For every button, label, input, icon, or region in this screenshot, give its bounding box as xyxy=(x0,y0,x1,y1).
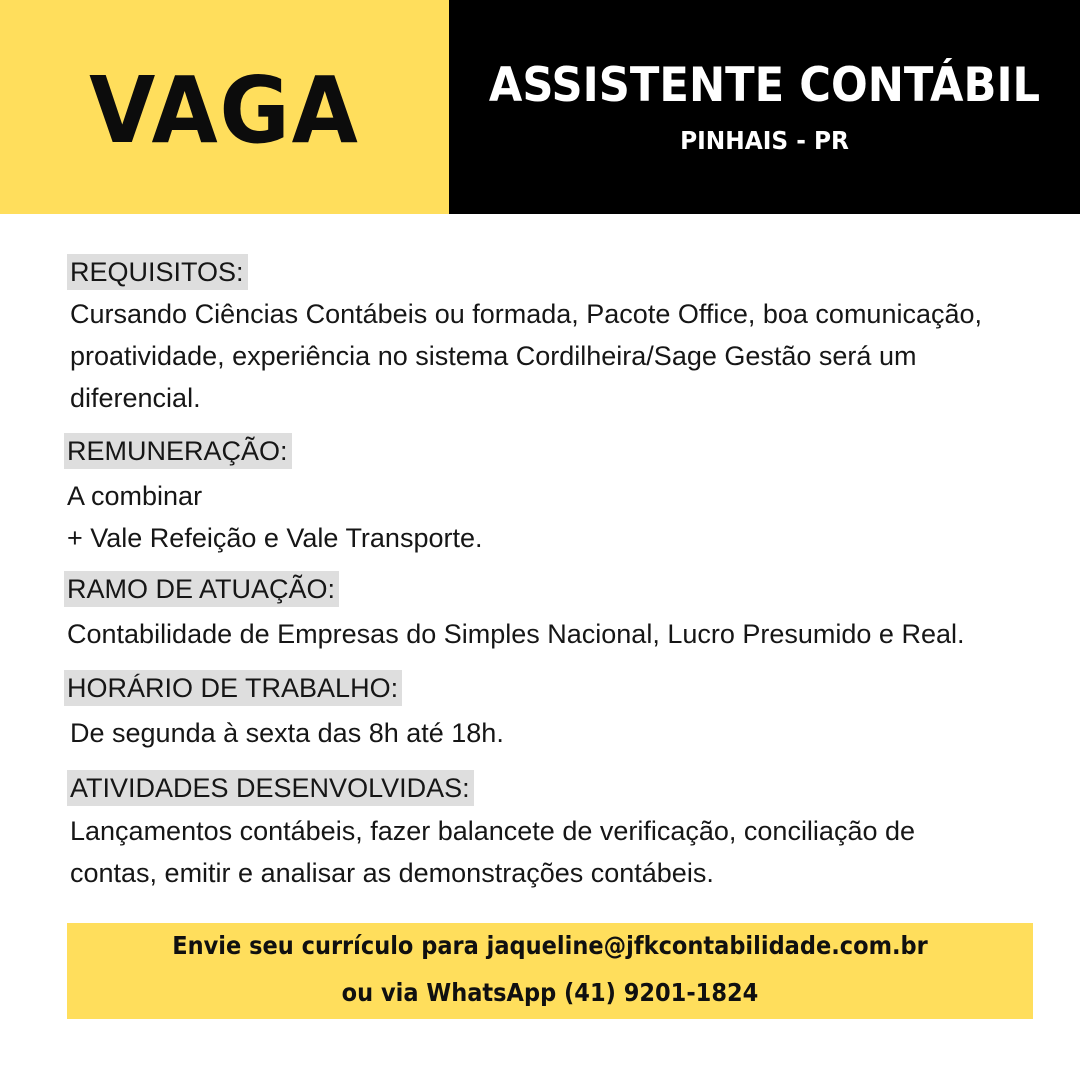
header-vaga-panel xyxy=(0,0,449,214)
job-location: PINHAIS - PR xyxy=(680,126,849,155)
requisitos-line-3: diferencial. xyxy=(70,383,201,413)
remuneracao-line-2: + Vale Refeição e Vale Transporte. xyxy=(67,523,483,553)
ramo-line-1: Contabilidade de Empresas do Simples Nacional, Lucro Presumido e Real. xyxy=(67,619,965,649)
remuneracao-line-1: A combinar xyxy=(67,481,203,511)
job-title: ASSISTENTE CONTÁBIL xyxy=(488,58,1041,113)
requisitos-line-2: proatividade, experiência no sistema Cordilheira/Sage Gestão será um xyxy=(70,341,917,371)
horario-line-1: De segunda à sexta das 8h até 18h. xyxy=(70,718,504,748)
atividades-line-2: contas, emitir e analisar as demonstrações contábeis. xyxy=(70,858,714,888)
remuneracao-label: REMUNERAÇÃO: xyxy=(64,433,292,469)
horario-label: HORÁRIO DE TRABALHO: xyxy=(64,670,402,706)
atividades-line-1: Lançamentos contábeis, fazer balancete de verificação, conciliação de xyxy=(70,816,916,846)
contact-footer xyxy=(67,923,1033,1019)
ramo-label: RAMO DE ATUAÇÃO: xyxy=(64,571,339,607)
contact-email-line: Envie seu currículo para jaqueline@jfkcontabilidade.com.br xyxy=(172,931,928,960)
requisitos-line-1: Cursando Ciências Contábeis ou formada, Pacote Office, boa comunicação, xyxy=(70,299,983,329)
vaga-heading: VAGA xyxy=(89,56,360,164)
atividades-label: ATIVIDADES DESENVOLVIDAS: xyxy=(67,770,474,806)
contact-whatsapp-line: ou via WhatsApp (41) 9201-1824 xyxy=(341,978,759,1007)
requisitos-label: REQUISITOS: xyxy=(67,254,248,290)
header-job-panel xyxy=(449,0,1080,214)
